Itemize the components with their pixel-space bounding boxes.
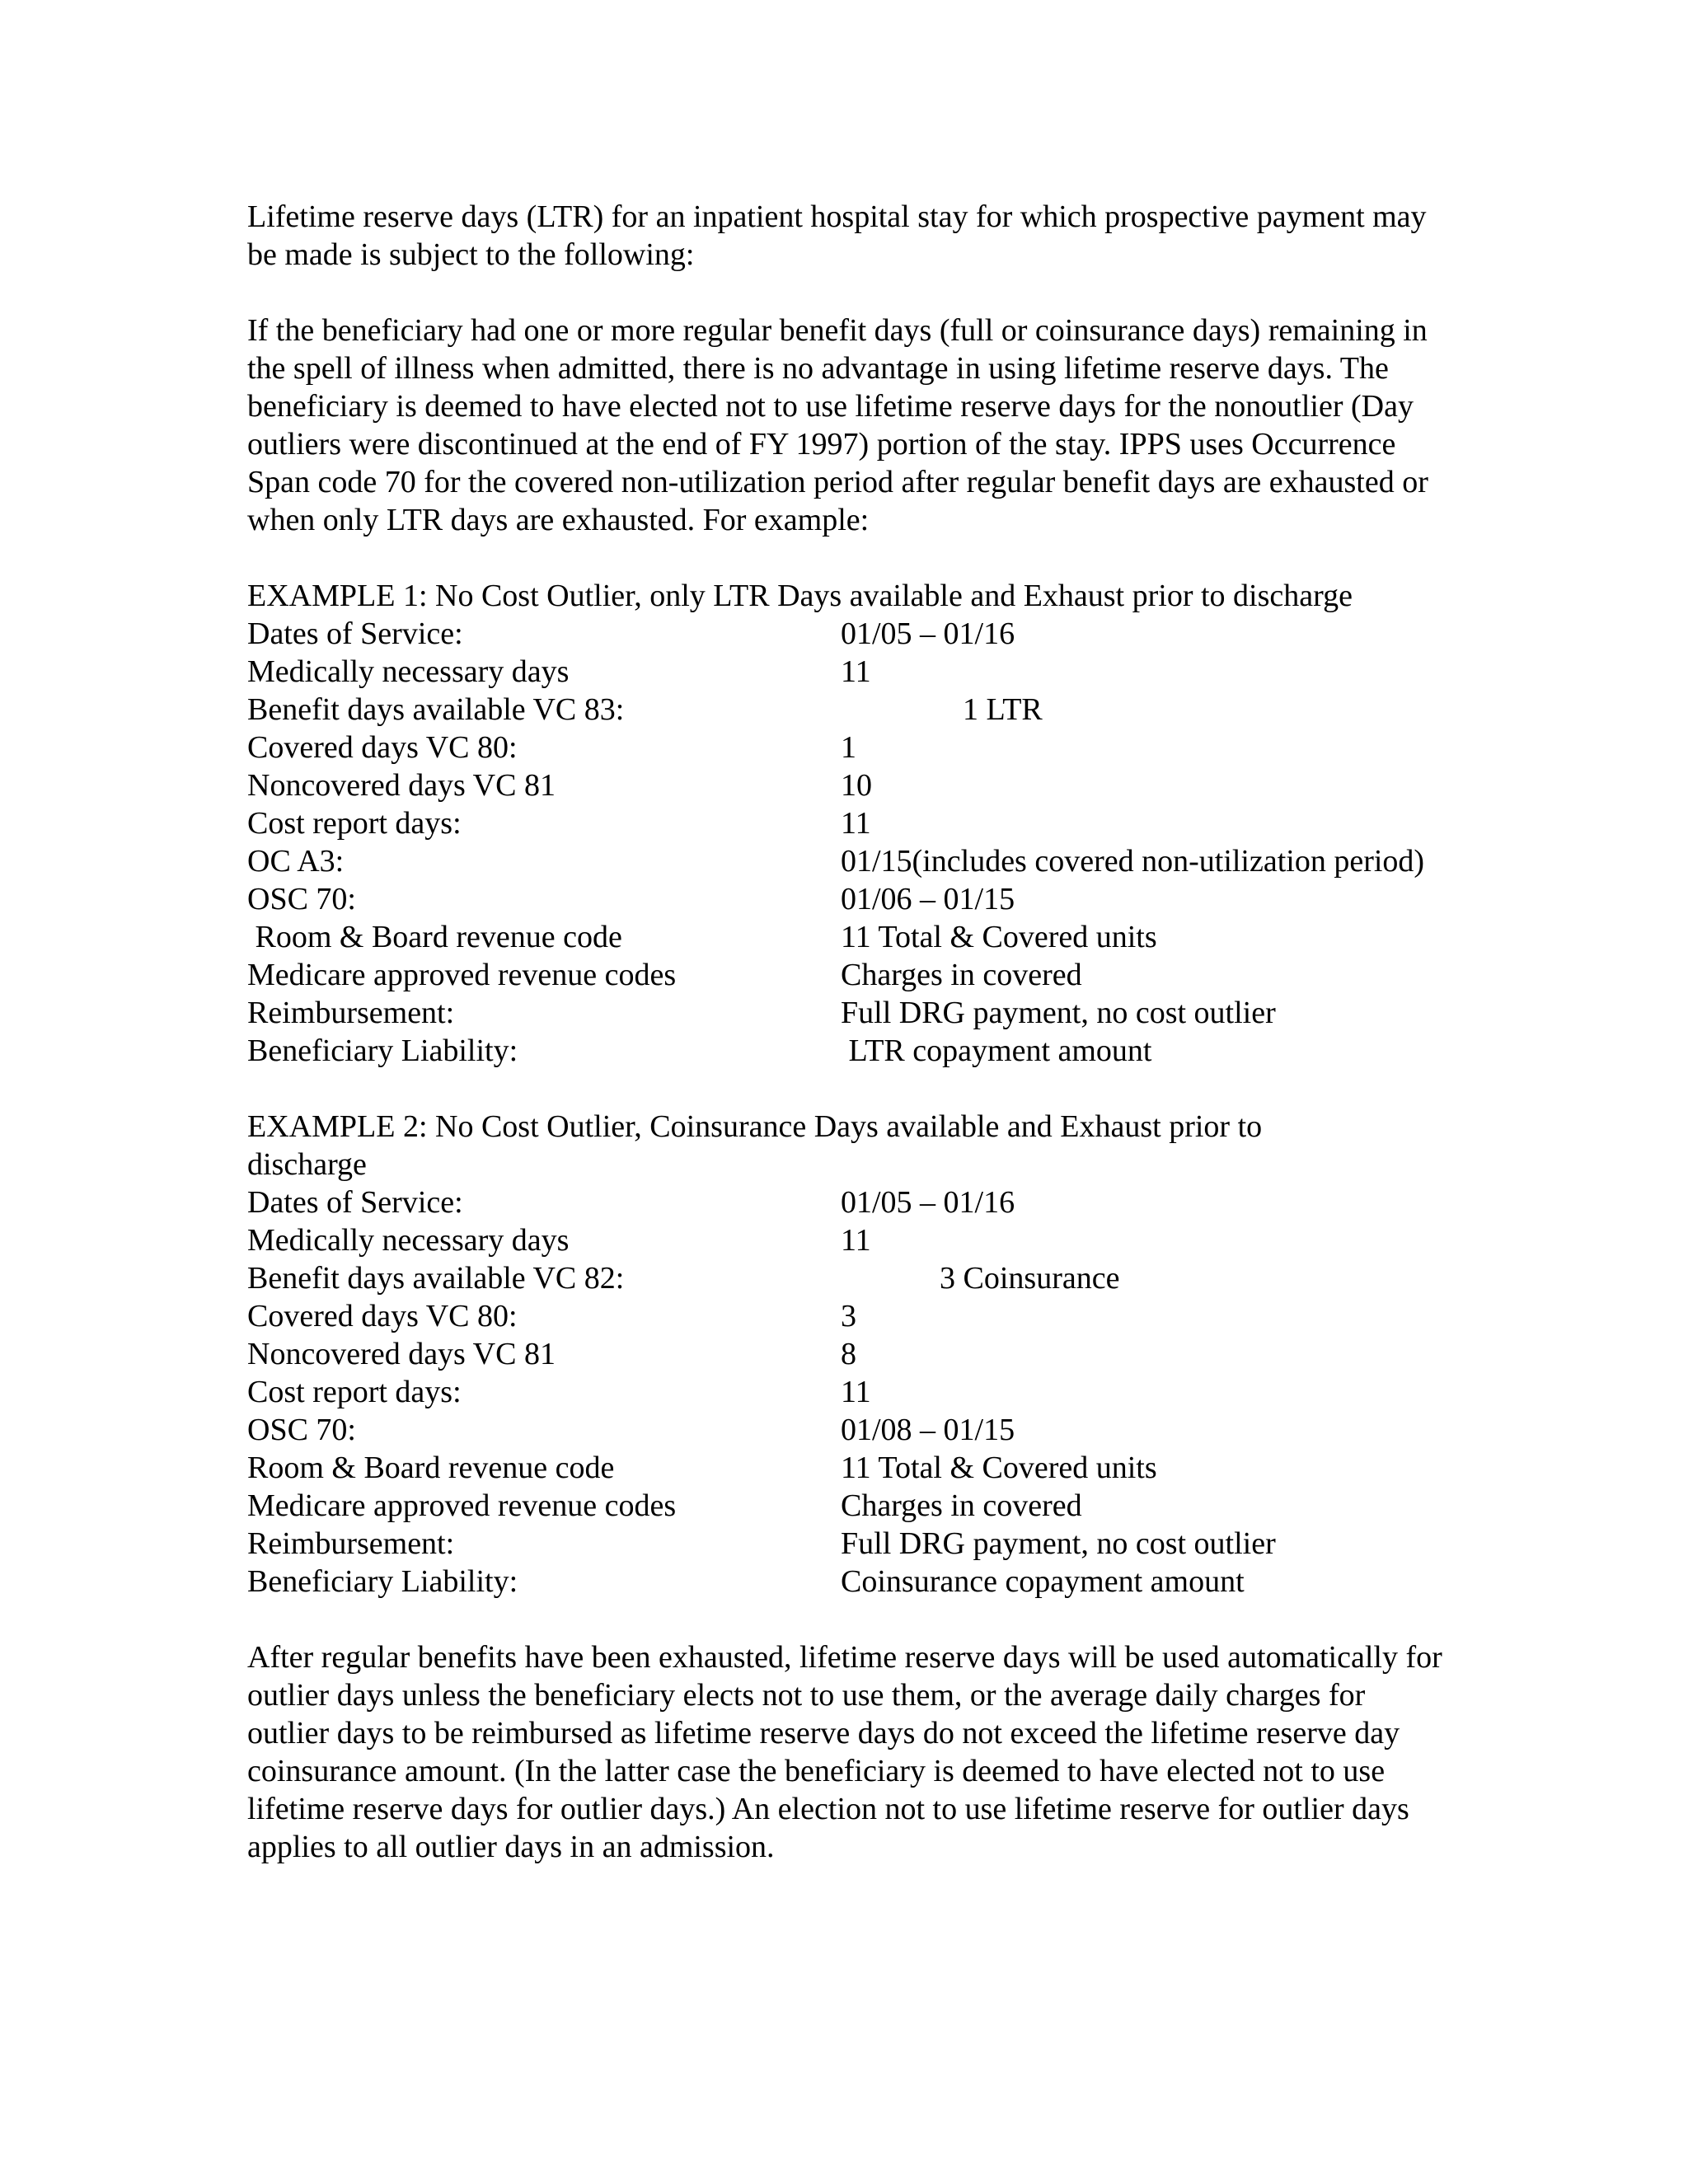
table-row bbox=[247, 766, 1451, 804]
table-row bbox=[247, 729, 1451, 766]
row-value: Charges in covered bbox=[841, 1488, 1082, 1523]
row-value: 11 bbox=[841, 654, 871, 689]
row-label: Benefit days available VC 83: bbox=[247, 692, 625, 727]
row-value: 10 bbox=[841, 768, 872, 803]
row-value: 01/08 – 01/15 bbox=[841, 1413, 1015, 1447]
table-row bbox=[247, 1563, 1451, 1601]
example-1-heading: EXAMPLE 1: No Cost Outlier, only LTR Days available and Exhaust prior to discharge bbox=[247, 579, 1353, 613]
row-label: Cost report days: bbox=[247, 806, 462, 841]
table-row bbox=[247, 880, 1451, 918]
row-value: 3 Coinsurance bbox=[940, 1261, 1120, 1296]
example-1-section bbox=[247, 577, 1451, 1070]
row-value: Charges in covered bbox=[841, 958, 1082, 992]
row-value: 1 bbox=[841, 730, 856, 765]
document-body bbox=[247, 198, 1451, 1866]
table-row bbox=[247, 615, 1451, 653]
table-row bbox=[247, 1183, 1451, 1221]
row-value: 11 Total & Covered units bbox=[841, 920, 1157, 954]
table-row bbox=[247, 1297, 1451, 1335]
row-value: 01/05 – 01/16 bbox=[841, 1185, 1015, 1220]
row-label: Reimbursement: bbox=[247, 1526, 455, 1561]
row-label: OSC 70: bbox=[247, 882, 356, 916]
row-label: Covered days VC 80: bbox=[247, 1299, 518, 1333]
table-row bbox=[247, 1373, 1451, 1411]
row-label: Medically necessary days bbox=[247, 1223, 570, 1258]
row-value: 11 bbox=[841, 806, 871, 841]
row-label: Room & Board revenue code bbox=[247, 920, 622, 954]
row-label: Beneficiary Liability: bbox=[247, 1564, 518, 1599]
regular-benefit-paragraph: If the beneficiary had one or more regular benefit days (full or coinsurance days) remaining in the spell of illness when admitted, there is no advantage in using lifetime reserve days. The beneficiary is deemed to have elected not to use lifetime reserve days for the nonoutlier (Day outliers were discontinued at the end of FY 1997) portion of the stay. IPPS uses Occurrence Span code 70 for the covered non-utilization period after regular benefit days are exhausted or when only LTR days are exhausted. For example: bbox=[247, 313, 1428, 537]
row-label: Noncovered days VC 81 bbox=[247, 1337, 556, 1371]
row-label: Medicare approved revenue codes bbox=[247, 1488, 677, 1523]
table-row bbox=[247, 1487, 1451, 1525]
row-value: Full DRG payment, no cost outlier bbox=[841, 996, 1276, 1030]
outlier-days-paragraph: After regular benefits have been exhausted, lifetime reserve days will be used automatically for outlier days unless the beneficiary elects not to use them, or the average daily charges for outlier days to be reimbursed as lifetime reserve days do not exceed the lifetime reserve day coinsurance amount. (In the latter case the beneficiary is deemed to have elected not to use lifetime reserve days for outlier days.) An election not to use lifetime reserve for outlier days applies to all outlier days in an admission. bbox=[247, 1640, 1442, 1864]
row-value: 11 bbox=[841, 1223, 871, 1258]
table-row bbox=[247, 1335, 1451, 1373]
table-row bbox=[247, 691, 1451, 729]
row-value: 8 bbox=[841, 1337, 856, 1371]
row-value: 11 bbox=[841, 1375, 871, 1409]
row-label: Noncovered days VC 81 bbox=[247, 768, 556, 803]
row-label: OSC 70: bbox=[247, 1413, 356, 1447]
row-value: 1 LTR bbox=[963, 692, 1043, 727]
row-value: 01/15(includes covered non-utilization period) bbox=[841, 844, 1425, 879]
row-label: Room & Board revenue code bbox=[247, 1451, 615, 1485]
table-row bbox=[247, 804, 1451, 842]
row-label: Benefit days available VC 82: bbox=[247, 1261, 625, 1296]
row-label: Covered days VC 80: bbox=[247, 730, 518, 765]
row-label: Dates of Service: bbox=[247, 616, 463, 651]
table-row bbox=[247, 1259, 1451, 1297]
row-label: Reimbursement: bbox=[247, 996, 455, 1030]
row-label: Medically necessary days bbox=[247, 654, 570, 689]
table-row bbox=[247, 994, 1451, 1032]
row-label: OC A3: bbox=[247, 844, 345, 879]
table-row bbox=[247, 1221, 1451, 1259]
row-label: Medicare approved revenue codes bbox=[247, 958, 677, 992]
table-row bbox=[247, 842, 1451, 880]
example-2-section bbox=[247, 1108, 1451, 1601]
row-value: 11 Total & Covered units bbox=[841, 1451, 1157, 1485]
row-label: Beneficiary Liability: bbox=[247, 1033, 518, 1068]
row-value: 01/06 – 01/15 bbox=[841, 882, 1015, 916]
row-value: 3 bbox=[841, 1299, 856, 1333]
table-row bbox=[247, 918, 1451, 956]
row-value: Full DRG payment, no cost outlier bbox=[841, 1526, 1276, 1561]
row-value: LTR copayment amount bbox=[841, 1033, 1152, 1068]
table-row bbox=[247, 1032, 1451, 1070]
table-row bbox=[247, 956, 1451, 994]
row-value: Coinsurance copayment amount bbox=[841, 1564, 1245, 1599]
table-row bbox=[247, 1411, 1451, 1449]
row-value: 01/05 – 01/16 bbox=[841, 616, 1015, 651]
table-row bbox=[247, 1525, 1451, 1563]
intro-paragraph: Lifetime reserve days (LTR) for an inpatient hospital stay for which prospective payment may be made is subject to the following: bbox=[247, 199, 1427, 272]
row-label: Dates of Service: bbox=[247, 1185, 463, 1220]
table-row bbox=[247, 1449, 1451, 1487]
example-2-heading: EXAMPLE 2: No Cost Outlier, Coinsurance Days available and Exhaust prior to discharge bbox=[247, 1109, 1263, 1182]
table-row bbox=[247, 653, 1451, 691]
row-label: Cost report days: bbox=[247, 1375, 462, 1409]
